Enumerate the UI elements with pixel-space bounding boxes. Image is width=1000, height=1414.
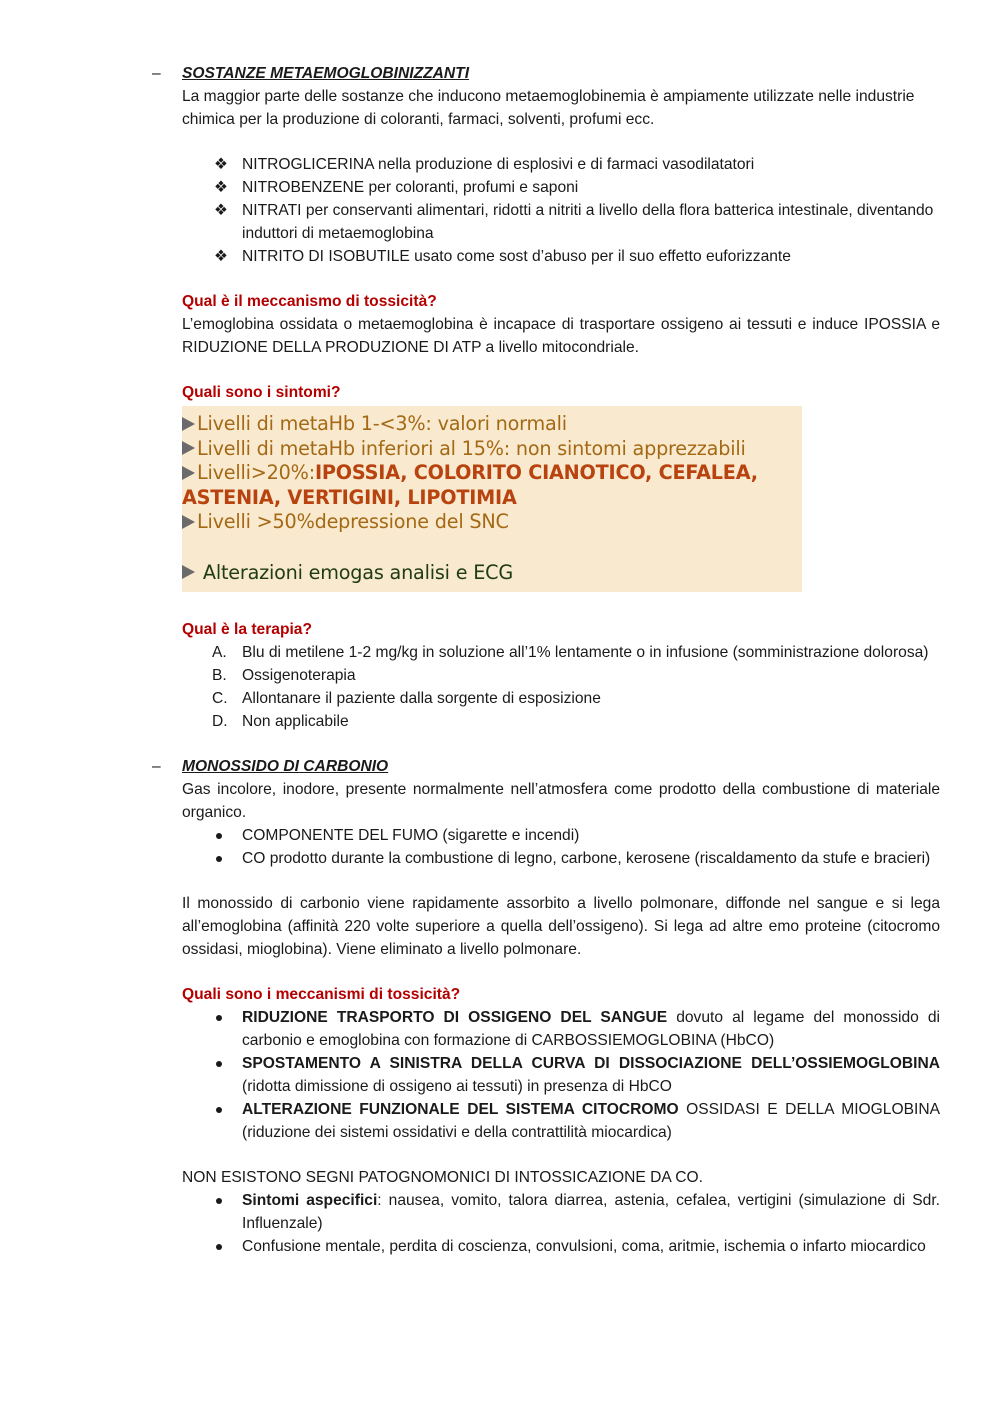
section-title-methemoglobin: SOSTANZE METAEMOGLOBINIZZANTI: [182, 65, 470, 82]
heading-symptoms: Quali sono i sintomi?: [182, 384, 341, 401]
list-item: A. Blu di metilene 1-2 mg/kg in soluzione all’1% lentamente o in infusione (somministrazione dolorosa): [212, 644, 929, 661]
diamond-bullet-icon: ❖: [214, 248, 228, 265]
symptom-line: Livelli >50%depressione del SNC: [182, 510, 802, 535]
list-item: SPOSTAMENTO A SINISTRA DELLA CURVA DI DISSOCIAZIONE DELL’OSSIEMOGLOBINA (ridotta dimissione di ossigeno ai tessuti) in presenza di HbCO: [182, 1052, 940, 1098]
list-item: Confusione mentale, perdita di coscienza, convulsioni, coma, aritmie, ischemia o infarto miocardico: [182, 1235, 940, 1258]
arrow-bullet-icon: [182, 515, 195, 529]
list-item: CO prodotto durante la combustione di legno, carbone, kerosene (riscaldamento da stufe e bracieri): [182, 847, 940, 870]
symptoms-image: [182, 406, 802, 592]
co-sources-list: [182, 824, 940, 870]
list-item: ALTERAZIONE FUNZIONALE DEL SISTEMA CITOCROMO OSSIDASI E DELLA MIOGLOBINA (riduzione dei sistemi ossidativi e della contrattilità miocardica): [182, 1098, 940, 1144]
list-item: B. Ossigenoterapia: [212, 667, 356, 684]
arrow-bullet-icon: [182, 466, 195, 480]
list-item: ❖ NITROGLICERINA nella produzione di esplosivi e di farmaci vasodilatatori: [182, 153, 940, 176]
arrow-bullet-icon: [182, 441, 195, 455]
symptom-line: Livelli di metaHb 1-<3%: valori normali: [182, 412, 802, 437]
arrow-bullet-icon: [182, 565, 195, 579]
list-item: ❖ NITRITO DI ISOBUTILE usato come sost d’abuso per il suo effetto euforizzante: [182, 245, 940, 268]
section-methemoglobin: [152, 62, 940, 131]
list-item: COMPONENTE DEL FUMO (sigarette e incendi): [182, 824, 940, 847]
section-dash: –: [152, 758, 161, 775]
diamond-bullet-icon: ❖: [214, 179, 228, 196]
list-item: ❖ NITRATI per conservanti alimentari, ridotti a nitriti a livello della flora batterica intestinale, diventando induttori di metaemoglobina: [182, 199, 940, 245]
heading-mechanism: Qual è il meccanismo di tossicità?: [182, 293, 437, 310]
methemoglobin-intro: La maggior parte delle sostanze che inducono metaemoglobinemia è ampiamente utilizzate nelle industrie chimica per la produzione di coloranti, farmaci, solventi, profumi ecc.: [182, 88, 915, 128]
page-content: [152, 62, 941, 1258]
arrow-bullet-icon: [182, 417, 195, 431]
co-symptoms-list: [182, 1189, 940, 1258]
symptom-line: Alterazioni emogas analisi e ECG: [182, 561, 802, 586]
carbon-monoxide-intro: Gas incolore, inodore, presente normalmente nell’atmosfera come prodotto della combustione di materiale organico.: [182, 781, 940, 821]
therapy-list: [182, 641, 940, 733]
section-title-carbon-monoxide: MONOSSIDO DI CARBONIO: [182, 758, 389, 775]
substances-list: [182, 153, 940, 268]
list-item: C. Allontanare il paziente dalla sorgente di esposizione: [212, 690, 601, 707]
list-item: RIDUZIONE TRASPORTO DI OSSIGENO DEL SANGUE dovuto al legame del monossido di carbonio e emoglobina con formazione di CARBOSSIEMOGLOBINA (HbCO): [182, 1006, 940, 1052]
list-item: ❖ NITROBENZENE per coloranti, profumi e saponi: [182, 176, 940, 199]
list-item: D. Non applicabile: [212, 713, 349, 730]
list-item: Sintomi aspecifici: nausea, vomito, talora diarrea, astenia, cefalea, vertigini (simulazione di Sdr. Influenzale): [182, 1189, 940, 1235]
diamond-bullet-icon: ❖: [214, 202, 228, 219]
section-carbon-monoxide: [152, 755, 940, 824]
symptom-line: Livelli>20%:IPOSSIA, COLORITO CIANOTICO, CEFALEA,: [182, 461, 802, 486]
co-no-signs-text: NON ESISTONO SEGNI PATOGNOMONICI DI INTOSSICAZIONE DA CO.: [182, 1169, 704, 1186]
co-absorption-text: Il monossido di carbonio viene rapidamente assorbito a livello polmonare, diffonde nel sangue e si lega all’emoglobina (affinità 220 volte superiore a quella dell’ossigeno). Si lega ad altre emo proteine (citocromo ossidasi, mioglobina). Viene eliminato a livello polmonare.: [182, 895, 940, 958]
heading-therapy: Qual è la terapia?: [182, 621, 312, 638]
diamond-bullet-icon: ❖: [214, 156, 228, 173]
mechanism-text: L’emoglobina ossidata o metaemoglobina è incapace di trasportare ossigeno ai tessuti e induce IPOSSIA e RIDUZIONE DELLA PRODUZIONE DI ATP a livello mitocondriale.: [182, 316, 940, 356]
symptom-line: Livelli di metaHb inferiori al 15%: non sintomi apprezzabili: [182, 437, 802, 462]
heading-co-mechanisms: Quali sono i meccanismi di tossicità?: [182, 986, 461, 1003]
co-mechanisms-list: [182, 1006, 940, 1144]
symptom-line: ASTENIA, VERTIGINI, LIPOTIMIA: [182, 485, 517, 509]
section-dash: –: [152, 65, 161, 82]
